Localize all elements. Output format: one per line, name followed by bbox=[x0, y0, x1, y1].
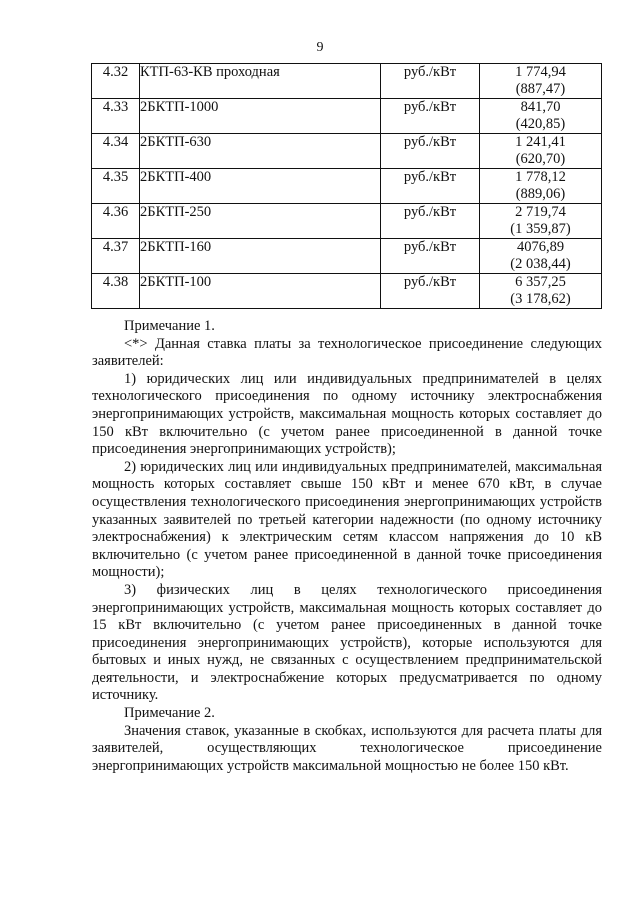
unit: руб./кВт bbox=[381, 204, 480, 239]
price-cell bbox=[480, 274, 602, 309]
price-value: 1 774,94 bbox=[515, 64, 566, 80]
row-number: 4.32 bbox=[92, 64, 140, 99]
row-number: 4.36 bbox=[92, 204, 140, 239]
price-value: 1 778,12 bbox=[515, 169, 566, 185]
note2-text: Значения ставок, указанные в скобках, используются для расчета платы для заявителей, осуществляющих технологическое присоединение энергопринимающих устройств максимальной мощностью не более 150 кВт. bbox=[92, 722, 602, 774]
price-cell bbox=[480, 169, 602, 204]
price-value: 2 719,74 bbox=[515, 204, 566, 220]
equipment-name: 2БКТП-630 bbox=[140, 134, 381, 169]
table-row bbox=[92, 99, 602, 134]
note1-intro: <*> Данная ставка платы за технологическое присоединение следующих заявителей: bbox=[92, 335, 602, 370]
note1-item-2: 2) юридических лиц или индивидуальных предпринимателей, максимальная мощность которых составляет свыше 150 кВт и менее 670 кВт, в случае осуществления технологического присоединения энергопринимающих устройств указанных заявителей по третьей категории надежности (по одному источнику электроснабжения) к электрическим сетям классом напряжения до 10 кВ включительно (с учетом ранее присоединенной в данной точке присоединения мощности); bbox=[92, 458, 602, 581]
equipment-name: 2БКТП-1000 bbox=[140, 99, 381, 134]
price-value: 6 357,25 bbox=[515, 274, 566, 290]
table-row bbox=[92, 274, 602, 309]
price-cell bbox=[480, 134, 602, 169]
row-number: 4.33 bbox=[92, 99, 140, 134]
equipment-name: 2БКТП-160 bbox=[140, 239, 381, 274]
price-value: 4076,89 bbox=[516, 239, 565, 255]
price-cell bbox=[480, 239, 602, 274]
unit: руб./кВт bbox=[381, 64, 480, 99]
row-number: 4.34 bbox=[92, 134, 140, 169]
equipment-name: 2БКТП-400 bbox=[140, 169, 381, 204]
price-value-reduced: (2 038,44) bbox=[510, 256, 571, 272]
price-value-reduced: (887,47) bbox=[515, 81, 566, 97]
price-value: 841,70 bbox=[520, 99, 561, 115]
table-row bbox=[92, 64, 602, 99]
tariff-table-body bbox=[92, 64, 602, 309]
price-value-reduced: (3 178,62) bbox=[510, 291, 571, 307]
row-number: 4.37 bbox=[92, 239, 140, 274]
equipment-name: КТП-63-КВ проходная bbox=[140, 64, 381, 99]
note1-item-1: 1) юридических лиц или индивидуальных предпринимателей в целях технологического присоединения по одному источнику электроснабжения энергопринимающих устройств, максимальная мощность которых составляет до 150 кВт включительно (с учетом ранее присоединенной в данной точке присоединения энергопринимающих устройств); bbox=[92, 370, 602, 458]
price-value-reduced: (889,06) bbox=[515, 186, 566, 202]
row-number: 4.38 bbox=[92, 274, 140, 309]
tariff-table bbox=[91, 63, 602, 309]
unit: руб./кВт bbox=[381, 169, 480, 204]
equipment-name: 2БКТП-100 bbox=[140, 274, 381, 309]
price-cell bbox=[480, 64, 602, 99]
note1-title: Примечание 1. bbox=[124, 318, 215, 334]
price-cell bbox=[480, 99, 602, 134]
unit: руб./кВт bbox=[381, 99, 480, 134]
note1-item-3: 3) физических лиц в целях технологического присоединения энергопринимающих устройств, максимальная мощность которых составляет до 15 кВт включительно (с учетом ранее присоединенных в данной точке присоединения энергопринимающих устройств), которые используются для бытовых и иных нужд, не связанных с осуществлением предпринимательской деятельности, и электроснабжение которых предусматривается по одному источнику. bbox=[92, 581, 602, 704]
price-value-reduced: (420,85) bbox=[515, 116, 566, 132]
notes-section bbox=[92, 318, 602, 775]
price-value: 1 241,41 bbox=[515, 134, 566, 150]
note2-title: Примечание 2. bbox=[124, 705, 215, 722]
price-cell bbox=[480, 204, 602, 239]
equipment-name: 2БКТП-250 bbox=[140, 204, 381, 239]
price-value-reduced: (1 359,87) bbox=[510, 221, 571, 237]
page-number: 9 bbox=[316, 40, 324, 55]
unit: руб./кВт bbox=[381, 239, 480, 274]
table-row bbox=[92, 239, 602, 274]
table-row bbox=[92, 204, 602, 239]
unit: руб./кВт bbox=[381, 134, 480, 169]
table-row bbox=[92, 169, 602, 204]
unit: руб./кВт bbox=[381, 274, 480, 309]
table-row bbox=[92, 134, 602, 169]
row-number: 4.35 bbox=[92, 169, 140, 204]
price-value-reduced: (620,70) bbox=[515, 151, 566, 167]
